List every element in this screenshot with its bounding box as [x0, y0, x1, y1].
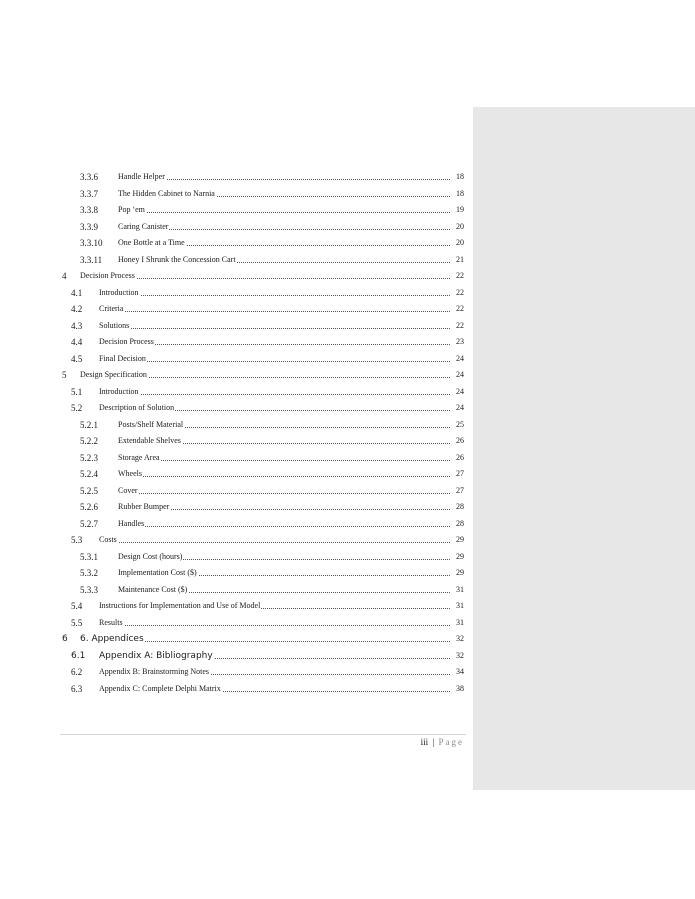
- page-footer: [360, 737, 464, 747]
- toc-entry-title: Appendix A: Bibliography: [99, 650, 213, 661]
- toc-entry[interactable]: [0, 583, 695, 597]
- footer-rule: [60, 734, 466, 735]
- toc-entry-page: 34: [450, 665, 464, 679]
- toc-entry[interactable]: [0, 616, 695, 630]
- toc-entry-title: Maintenance Cost ($): [118, 583, 188, 597]
- toc-entry-number: 4.1: [71, 287, 83, 298]
- footer-separator: |: [432, 737, 435, 747]
- toc-entry[interactable]: [0, 566, 695, 580]
- toc-entry-title: Design Specification: [80, 368, 148, 382]
- toc-entry-page: 20: [450, 236, 464, 250]
- toc-entry[interactable]: [0, 352, 695, 366]
- toc-entry-number: 5.2.1: [80, 419, 98, 430]
- toc-entry-title: Wheels: [118, 467, 143, 481]
- toc-entry-page: 24: [450, 352, 464, 366]
- toc-entry[interactable]: [0, 500, 695, 514]
- toc-entry-number: 5.2.4: [80, 469, 98, 479]
- toc-entry[interactable]: [0, 220, 695, 234]
- toc-entry-number: 5.2.3: [80, 452, 98, 463]
- toc-entry-number: 5: [62, 370, 67, 380]
- toc-entry[interactable]: [0, 187, 695, 201]
- toc-entry-page: 27: [450, 467, 464, 481]
- toc-entry-title: Introduction: [99, 286, 140, 300]
- toc-entry[interactable]: [0, 170, 695, 184]
- toc-entry-title: Results: [99, 616, 124, 630]
- toc-entry[interactable]: [0, 302, 695, 316]
- toc-entry-title: Costs: [99, 533, 118, 547]
- toc-entry-number: 5.2.2: [80, 436, 98, 446]
- toc-entry-page: 25: [450, 418, 464, 432]
- toc-entry[interactable]: [0, 682, 695, 696]
- toc-entry-title: Instructions for Implementation and Use of Model: [99, 599, 261, 613]
- toc-entry-title: Design Cost (hours): [118, 550, 183, 564]
- toc-entry-number: 4.2: [71, 304, 83, 314]
- toc-entry-number: 5.4: [71, 601, 83, 611]
- toc-entry-title: Appendix C: Complete Delphi Matrix: [99, 682, 222, 696]
- toc-entry[interactable]: [0, 418, 695, 432]
- toc-entry-page: 32: [450, 632, 464, 646]
- toc-entry-page: 29: [450, 550, 464, 564]
- toc-entry-page: 31: [450, 583, 464, 597]
- toc-entry-number: 5.3: [71, 535, 83, 545]
- footer-page-number: iii: [420, 737, 429, 747]
- toc-entry-title: Extendable Shelves: [118, 434, 182, 448]
- toc-entry[interactable]: [0, 236, 695, 250]
- toc-dot-leader: [118, 460, 450, 461]
- toc-entry[interactable]: [0, 319, 695, 333]
- toc-entry-title: The Hidden Cabinet to Narnia: [118, 187, 216, 201]
- toc-entry-title: Posts/Shelf Material: [118, 418, 184, 432]
- toc-entry-number: 3.3.7: [80, 188, 98, 199]
- toc-entry[interactable]: [0, 467, 695, 481]
- toc-entry-number: 3.3.11: [80, 254, 103, 265]
- toc-entry-number: 5.3.1: [80, 551, 98, 562]
- toc-entry-title: Description of Solution: [99, 401, 175, 415]
- toc-entry-title: Decision Process: [99, 335, 155, 349]
- toc-entry-page: 24: [450, 401, 464, 415]
- toc-entry-title: Handles: [118, 517, 145, 531]
- toc-entry-page: 22: [450, 269, 464, 283]
- toc-entry-number: 5.3.3: [80, 584, 98, 595]
- toc-entry-page: 24: [450, 368, 464, 382]
- toc-entry-title: Storage Area: [118, 451, 161, 465]
- toc-entry-page: 18: [450, 170, 464, 184]
- toc-entry-number: 3.3.8: [80, 205, 98, 215]
- toc-entry-page: 23: [450, 335, 464, 349]
- toc-entry[interactable]: [0, 533, 695, 547]
- toc-dot-leader: [118, 526, 450, 527]
- toc-entry-page: 24: [450, 385, 464, 399]
- toc-entry-number: 5.2: [71, 403, 83, 413]
- toc-entry-title: Final Decision: [99, 352, 147, 366]
- toc-entry[interactable]: [0, 286, 695, 300]
- toc-entry[interactable]: [0, 253, 695, 267]
- toc-entry[interactable]: [0, 632, 695, 646]
- toc-entry[interactable]: [0, 649, 695, 663]
- toc-entry-title: Appendix B: Brainstorming Notes: [99, 665, 210, 679]
- toc-dot-leader: [118, 493, 450, 494]
- toc-entry-title: Pop ‘em: [118, 203, 146, 217]
- toc-entry-page: 26: [450, 434, 464, 448]
- toc-entry-number: 3.3.6: [80, 172, 98, 182]
- footer-page-label: Page: [438, 737, 464, 747]
- toc-dot-leader: [118, 212, 450, 213]
- toc-entry-title: Honey I Shrunk the Concession Cart: [118, 253, 237, 267]
- toc-entry-number: 4.4: [71, 337, 83, 347]
- toc-entry-title: One Bottle at a Time: [118, 236, 186, 250]
- toc-dot-leader: [99, 311, 450, 312]
- toc-entry-title: 6. Appendices: [80, 634, 144, 644]
- toc-entry-title: Cover: [118, 484, 139, 498]
- toc-entry-page: 29: [450, 533, 464, 547]
- toc-entry-page: 22: [450, 286, 464, 300]
- toc-entry-page: 28: [450, 500, 464, 514]
- toc-entry-number: 5.2.5: [80, 485, 98, 496]
- toc-dot-leader: [99, 295, 450, 296]
- toc-entry-page: 29: [450, 566, 464, 580]
- toc-entry-page: 31: [450, 616, 464, 630]
- toc-entry-page: 27: [450, 484, 464, 498]
- toc-entry-page: 22: [450, 319, 464, 333]
- toc-dot-leader: [99, 328, 450, 329]
- toc-entry-page: 22: [450, 302, 464, 316]
- toc-entry[interactable]: [0, 269, 695, 283]
- toc-dot-leader: [118, 476, 450, 477]
- toc-entry-number: 6: [62, 634, 68, 644]
- toc-entry-number: 4.3: [71, 320, 83, 331]
- toc-dot-leader: [99, 394, 450, 395]
- toc-entry-number: 5.2.6: [80, 502, 98, 512]
- toc-entry-page: 21: [450, 253, 464, 267]
- toc-entry-number: 5.1: [71, 386, 83, 397]
- toc-entry-number: 3.3.10: [80, 238, 103, 248]
- toc-entry-number: 6.1: [71, 650, 86, 661]
- toc-entry-title: Decision Process: [80, 269, 136, 283]
- toc-entry-page: 31: [450, 599, 464, 613]
- toc-entry-title: Rubber Bumper: [118, 500, 170, 514]
- toc-entry-page: 26: [450, 451, 464, 465]
- toc-dot-leader: [99, 625, 450, 626]
- toc-dot-leader: [99, 542, 450, 543]
- toc-entry-page: 28: [450, 517, 464, 531]
- toc-entry[interactable]: [0, 550, 695, 564]
- toc-entry-page: 38: [450, 682, 464, 696]
- toc-entry[interactable]: [0, 599, 695, 613]
- toc-entry-number: 6.2: [71, 667, 83, 677]
- toc-entry[interactable]: [0, 451, 695, 465]
- toc-entry[interactable]: [0, 203, 695, 217]
- toc-entry[interactable]: [0, 335, 695, 349]
- toc-entry-number: 5.5: [71, 617, 83, 628]
- toc-dot-leader: [99, 361, 450, 362]
- toc-entry[interactable]: [0, 434, 695, 448]
- toc-entry-title: Introduction: [99, 385, 140, 399]
- toc-entry[interactable]: [0, 665, 695, 679]
- toc-entry-number: 5.2.7: [80, 518, 98, 529]
- toc-entry-title: Handle Helper: [118, 170, 166, 184]
- toc-entry-number: 3.3.9: [80, 221, 98, 232]
- toc-entry-page: 32: [450, 649, 464, 663]
- toc-entry-title: Criteria: [99, 302, 124, 316]
- toc-entry-title: Implementation Cost ($): [118, 566, 198, 580]
- toc-entry[interactable]: [0, 484, 695, 498]
- toc-entry-page: 20: [450, 220, 464, 234]
- toc-entry-title: Caring Canister: [118, 220, 169, 234]
- toc-entry[interactable]: [0, 401, 695, 415]
- toc-entry[interactable]: [0, 517, 695, 531]
- toc-entry[interactable]: [0, 385, 695, 399]
- toc-entry-page: 19: [450, 203, 464, 217]
- toc-entry-title: Solutions: [99, 319, 130, 333]
- toc-entry-number: 4.5: [71, 353, 83, 364]
- toc-entry-number: 4: [62, 271, 67, 281]
- toc-entry-page: 18: [450, 187, 464, 201]
- toc-entry-number: 6.3: [71, 683, 83, 694]
- toc-entry-number: 5.3.2: [80, 568, 98, 578]
- toc-dot-leader: [118, 179, 450, 180]
- toc-entry[interactable]: [0, 368, 695, 382]
